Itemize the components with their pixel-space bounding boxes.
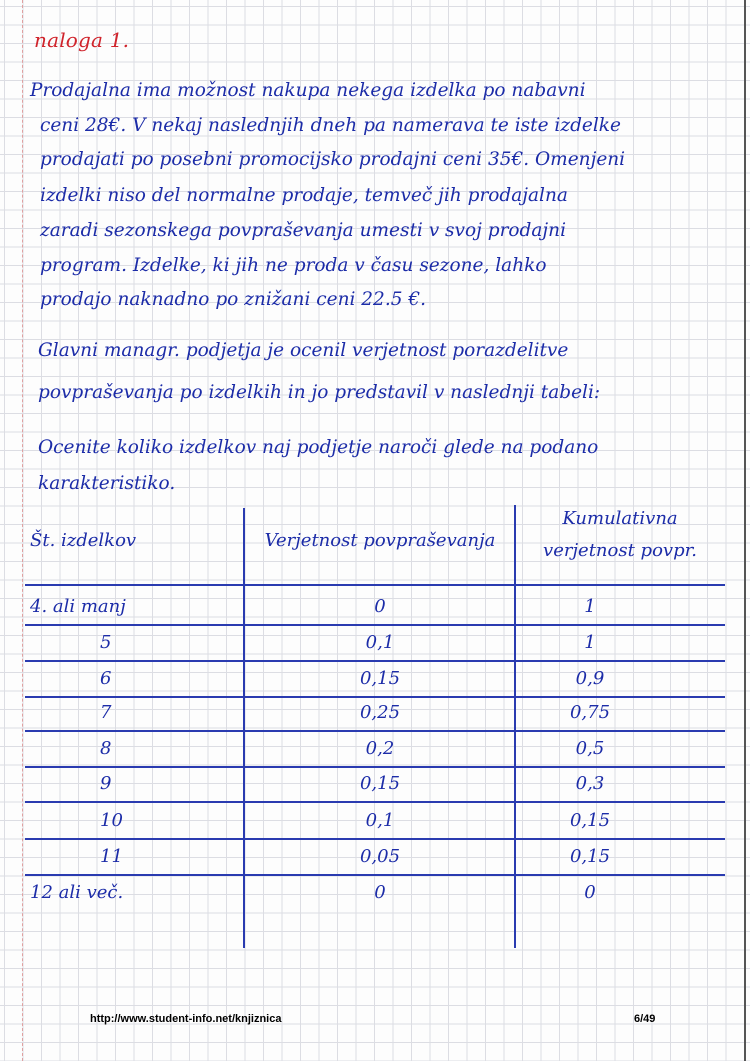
- row-rule: [25, 660, 725, 662]
- row-rule: [25, 696, 725, 698]
- row-rule: [25, 838, 725, 840]
- row-rule: [25, 766, 725, 768]
- header-rule: [25, 584, 725, 586]
- cell-cumulative: 0,75: [569, 702, 611, 723]
- cell-cumulative: 0,5: [575, 738, 605, 759]
- text-line: izdelki niso del normalne prodaje, temveč jih prodajalna: [40, 185, 568, 206]
- cell-cumulative: 0,15: [569, 810, 611, 831]
- header-count: Št. izdelkov: [30, 530, 137, 551]
- header-cumulative-1: Kumulativna: [562, 508, 678, 529]
- cell-probability: 0,1: [365, 632, 395, 653]
- cell-count: 4. ali manj: [30, 596, 126, 617]
- page-edge: [744, 0, 746, 1061]
- column-divider: [514, 505, 516, 948]
- text-line: karakteristiko.: [38, 473, 176, 494]
- cell-probability: 0,15: [359, 773, 401, 794]
- cell-cumulative: 0,15: [569, 846, 611, 867]
- cell-probability: 0,25: [359, 702, 401, 723]
- cell-probability: 0,2: [365, 738, 395, 759]
- text-line: program. Izdelke, ki jih ne proda v času sezone, lahko: [40, 255, 547, 276]
- text-line: Glavni managr. podjetja je ocenil verjetnost porazdelitve: [38, 340, 569, 361]
- cell-count: 5: [100, 632, 112, 653]
- column-divider: [243, 508, 245, 948]
- cell-cumulative: 0,3: [575, 773, 605, 794]
- header-probability: Verjetnost povpraševanja: [264, 530, 496, 551]
- cell-probability: 0,05: [359, 846, 401, 867]
- cell-count: 6: [100, 668, 112, 689]
- page-number: 6/49: [634, 1013, 656, 1025]
- text-line: Ocenite koliko izdelkov naj podjetje naroči glede na podano: [38, 437, 599, 458]
- text-line: ceni 28€. V nekaj naslednjih dneh pa namerava te iste izdelke: [40, 115, 621, 136]
- cell-cumulative: 0,9: [575, 668, 605, 689]
- text-line: povpraševanja po izdelkih in jo predstavil v naslednji tabeli:: [38, 382, 601, 403]
- cell-cumulative: 1: [584, 632, 596, 653]
- cell-count: 12 ali več.: [30, 882, 124, 903]
- text-line: Prodajalna ima možnost nakupa nekega izdelka po nabavni: [30, 80, 586, 101]
- footer-url[interactable]: http://www.student-info.net/knjiznica: [90, 1013, 282, 1025]
- task-title: naloga 1.: [34, 28, 130, 52]
- cell-probability: 0: [374, 596, 386, 617]
- cell-probability: 0: [374, 882, 386, 903]
- margin-line: [22, 0, 23, 1061]
- header-cumulative-2: verjetnost povpr.: [543, 540, 697, 561]
- cell-cumulative: 0: [584, 882, 596, 903]
- row-rule: [25, 874, 725, 876]
- text-line: prodajo naknadno po znižani ceni 22.5 €.: [40, 289, 426, 310]
- cell-probability: 0,1: [365, 810, 395, 831]
- text-line: zaradi sezonskega povpraševanja umesti v svoj prodajni: [40, 220, 566, 241]
- row-rule: [25, 624, 725, 626]
- cell-count: 11: [100, 846, 123, 867]
- cell-count: 9: [100, 773, 112, 794]
- cell-count: 7: [100, 702, 112, 723]
- cell-cumulative: 1: [584, 596, 596, 617]
- cell-count: 8: [100, 738, 112, 759]
- cell-probability: 0,15: [359, 668, 401, 689]
- cell-count: 10: [100, 810, 123, 831]
- row-rule: [25, 801, 725, 803]
- text-line: prodajati po posebni promocijsko prodajni ceni 35€. Omenjeni: [40, 149, 626, 170]
- row-rule: [25, 730, 725, 732]
